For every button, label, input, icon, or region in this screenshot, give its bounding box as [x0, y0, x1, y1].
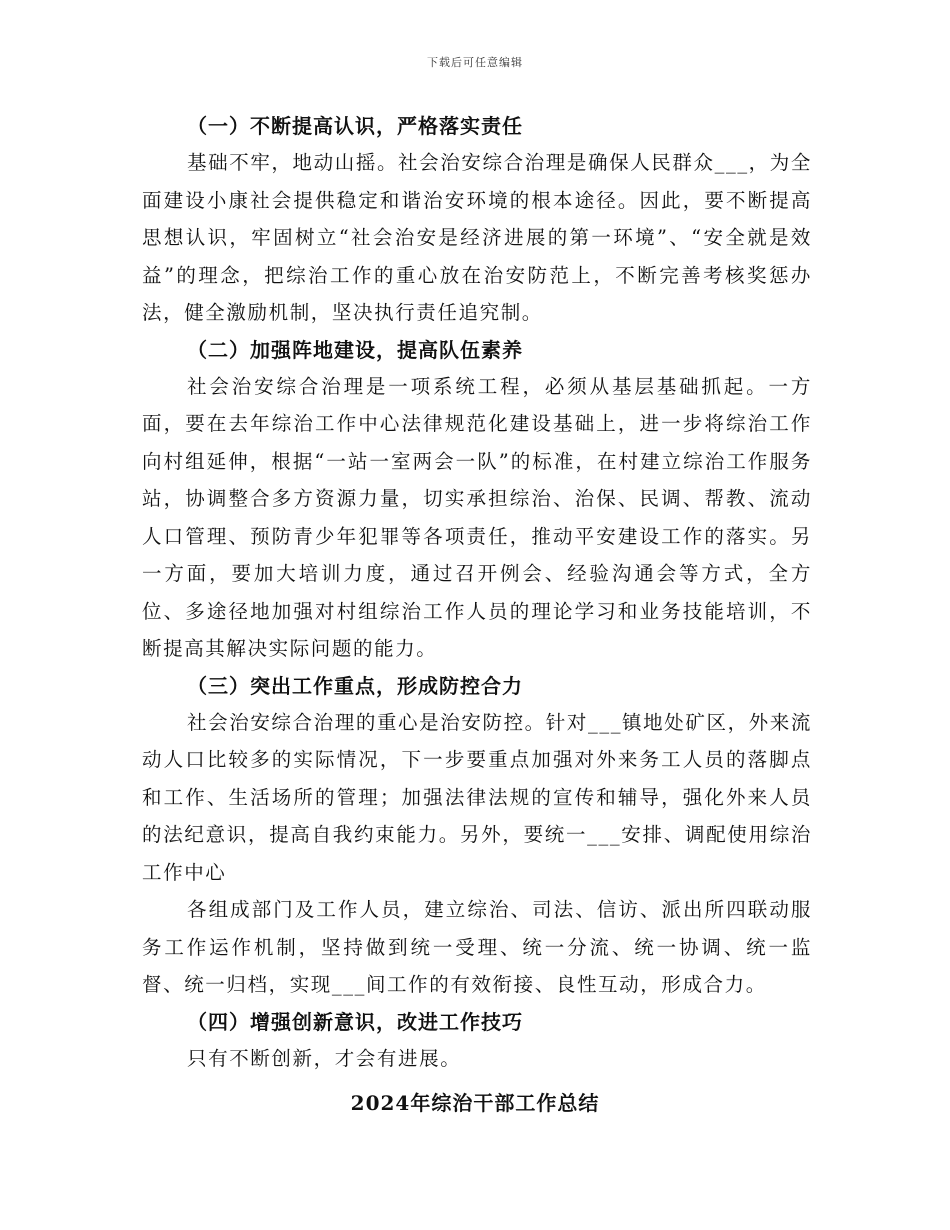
section-4-paragraph: 只有不断创新，才会有进展。: [187, 1046, 462, 1070]
section-heading-2: （二）加强阵地建设，提高队伍素养: [187, 337, 523, 362]
section-1-paragraph: 基础不牢，地动山摇。社会治安综合治理是确保人民群众___，为全面建设小康社会提供稳定和谐治安环境的根本途径。因此，要不断提高思想认识，牢固树立“社会治安是经济进展的第一环境”、“安全就是效益”的理念，把综治工作的重心放在治安防范上，不断完善考核奖惩办法，健全激励机制，坚决执行责任追究制。: [142, 151, 812, 324]
section-2-paragraph: 社会治安综合治理是一项系统工程，必须从基层基础抓起。一方面，要在去年综治工作中心法律规范化建设基础上，进一步将综治工作向村组延伸，根据“一站一室两会一队”的标准，在村建立综治工作服务站，协调整合多方资源力量，切实承担综治、治保、民调、帮教、流动人口管理、预防青少年犯罪等各项责任，推动平安建设工作的落实。另一方面，要加大培训力度，通过召开例会、经验沟通会等方式，全方位、多途径地加强对村组综治工作人员的理论学习和业务技能培训，不断提高其解决实际问题的能力。: [142, 374, 812, 660]
header-note: 下载后可任意编辑: [427, 56, 523, 69]
section-3-paragraph-1: 社会治安综合治理的重心是治安防控。针对___镇地处矿区，外来流动人口比较多的实际情况，下一步要重点加强对外来务工人员的落脚点和工作、生活场所的管理；加强法律法规的宣传和辅导，强化外来人员的法纪意识，提高自我约束能力。另外，要统一___安排、调配使用综治工作中心: [142, 710, 812, 884]
section-heading-4: （四）增强创新意识，改进工作技巧: [187, 1009, 523, 1034]
section-3-paragraph-2: 各组成部门及工作人员，建立综治、司法、信访、派出所四联动服务工作运作机制，坚持做到统一受理、统一分流、统一协调、统一监督、统一归档，实现___间工作的有效衔接、良性互动，形成合力。: [142, 898, 812, 996]
section-heading-3: （三）突出工作重点，形成防控合力: [187, 673, 523, 698]
document-body: [142, 108, 812, 1077]
section-heading-1: （一）不断提高认识，严格落实责任: [187, 114, 523, 138]
document-title: 2024年综治干部工作总结: [350, 1091, 600, 1115]
